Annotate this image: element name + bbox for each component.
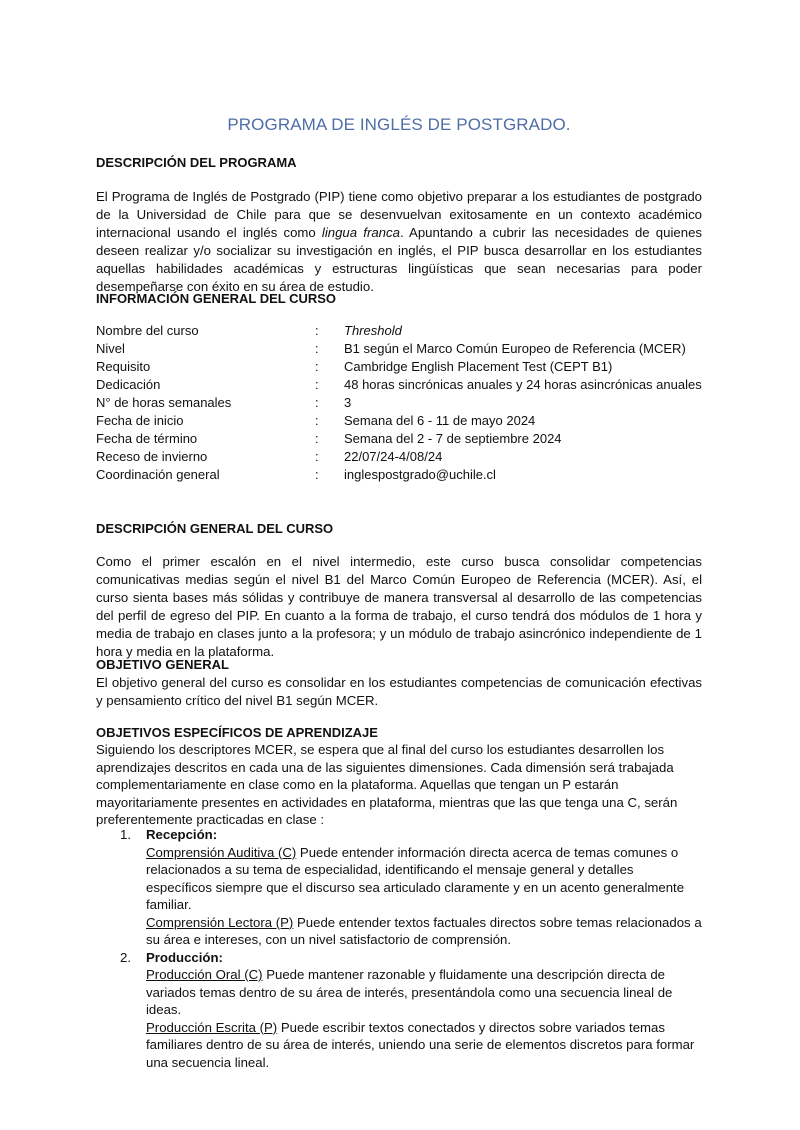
info-separator: : (315, 359, 319, 374)
program-description-text (96, 188, 702, 296)
program-description-text-part: . Apuntando a cubrir las necesidades de quienes deseen realizar y/o socializar su investigación en inglés, el PIP busca desarrollar en los estudiantes aquellas habilidades académicas y estructuras lingüísticas que sean necesarias para poder desempeñarse con éxito en su área de estudio. (96, 225, 702, 294)
info-row (96, 359, 702, 377)
sub-objective-label: Producción Oral (C) (146, 967, 263, 982)
page-title: PROGRAMA DE INGLÉS DE POSTGRADO. (227, 115, 571, 134)
info-separator: : (315, 431, 319, 446)
info-value: B1 según el Marco Común Europeo de Referencia (MCER) (344, 341, 686, 356)
info-separator: : (315, 377, 319, 392)
program-description-text-part: El Programa de Inglés de Postgrado (PIP) tiene como objetivo preparar a los estudiantes de postgrado de la Universidad de Chile para que se desenvuelvan exitosamente en un contexto académico internacional usando el inglés como (96, 189, 702, 240)
sub-objective-text: Puede entender información directa acerca de temas comunes o relacionados a su tema de especialidad, identificando el mensaje general y detalles específicos siempre que el discurso sea articulado claramente y en un acento generalmente familiar. (146, 844, 685, 912)
info-label: Dedicación (96, 377, 161, 392)
info-label: Receso de invierno (96, 449, 208, 464)
list-item (120, 826, 702, 949)
info-value (344, 323, 702, 341)
general-objective-heading: OBJETIVO GENERAL (96, 657, 229, 672)
sub-objective-label: Producción Escrita (P) (146, 1019, 278, 1035)
info-separator: : (315, 413, 319, 428)
list-item-heading: Producción: (146, 949, 223, 965)
info-label: N° de horas semanales (96, 395, 232, 410)
info-row (96, 413, 702, 431)
info-value: 3 (344, 395, 352, 410)
sub-objective (146, 966, 702, 1019)
info-label: Nombre del curso (96, 323, 199, 338)
program-description-heading: DESCRIPCIÓN DEL PROGRAMA (96, 155, 297, 170)
specific-objectives-heading: OBJETIVOS ESPECÍFICOS DE APRENDIZAJE (96, 725, 378, 740)
sub-objective-text: Puede escribir textos conectados y directos sobre variados temas familiares dentro de su área de interés, uniendo una serie de elementos discretos para formar una secuencia lineal. (146, 1019, 695, 1070)
info-row (96, 431, 702, 449)
sub-objective (146, 1019, 702, 1072)
info-value: Semana del 2 - 7 de septiembre 2024 (344, 431, 562, 446)
list-item-heading: Recepción: (146, 827, 218, 842)
info-label: Coordinación general (96, 467, 220, 482)
sub-objective (146, 914, 702, 949)
sub-objective-text: Puede mantener razonable y fluidamente una descripción directa de variados temas dentro de su área de interés, presentándola como una secuencia lineal de ideas. (146, 967, 673, 1017)
sub-objective-label: Comprensión Lectora (P) (146, 914, 294, 930)
course-description-heading: DESCRIPCIÓN GENERAL DEL CURSO (96, 521, 334, 536)
info-row (96, 467, 702, 485)
info-value: 48 horas sincrónicas anuales y 24 horas asincrónicas anuales (344, 377, 702, 392)
list-number: 1. (120, 827, 131, 842)
info-label: Fecha de inicio (96, 413, 184, 428)
course-name-italic: Threshold (344, 323, 402, 338)
list-number: 2. (120, 949, 131, 965)
info-value: Cambridge English Placement Test (CEPT B1) (344, 359, 613, 374)
info-label: Fecha de término (96, 431, 198, 446)
objectives-list (120, 826, 702, 1071)
sub-objective-label: Comprensión Auditiva (C) (146, 844, 297, 860)
course-description-text: Como el primer escalón en el nivel intermedio, este curso busca consolidar competencias comunicativas medias según el nivel B1 del Marco Común Europeo de Referencia (MCER). Así, el curso sienta bases más sólidas y contribuye de manera transversal al desarrollo de las competencias del perfil de egreso del PIP. En cuanto a la forma de trabajo, el curso tendrá dos módulos de 1 hora y media de trabajo en clases junto a la profesora; y un módulo de trabajo asincrónico independiente de 1 hora y media en la plataforma. (96, 554, 702, 659)
info-separator: : (315, 467, 319, 482)
info-value: Semana del 6 - 11 de mayo 2024 (344, 413, 536, 428)
info-label: Nivel (96, 341, 125, 356)
info-label: Requisito (96, 359, 151, 374)
sub-objective (146, 844, 702, 914)
general-objective-text: El objetivo general del curso es consolidar en los estudiantes competencias de comunicación efectivas y pensamiento crítico del nivel B1 según MCER. (96, 675, 702, 708)
info-separator: : (315, 323, 319, 338)
sub-objective-text: Puede entender textos factuales directos sobre temas relacionados a su área e intereses, con un nivel satisfactorio de comprensión. (146, 914, 702, 947)
lingua-franca-italic: lingua franca (321, 225, 400, 240)
info-row (96, 341, 702, 359)
info-row (96, 449, 702, 467)
info-value: 22/07/24-4/08/24 (344, 449, 443, 464)
info-separator: : (315, 341, 319, 356)
general-info-heading: INFORMACIÓN GENERAL DEL CURSO (96, 291, 337, 306)
info-separator: : (315, 395, 319, 410)
coordination-email[interactable]: inglespostgrado@uchile.cl (344, 467, 496, 482)
info-row (96, 377, 702, 395)
info-row (96, 395, 702, 413)
info-separator: : (315, 449, 319, 464)
list-item (120, 949, 702, 1072)
specific-objectives-text: Siguiendo los descriptores MCER, se espera que al final del curso los estudiantes desarrollen los aprendizajes descritos en cada una de las siguientes dimensiones. Cada dimensión será trabajada complementariamente en clase como en la plataforma. Aquellas que tengan un P estarán mayoritariamente presentes en actividades en plataforma, mientras que las que tenga una C, serán preferentemente practicadas en clase : (96, 742, 678, 828)
info-row (96, 323, 702, 341)
general-info-table (96, 323, 702, 485)
